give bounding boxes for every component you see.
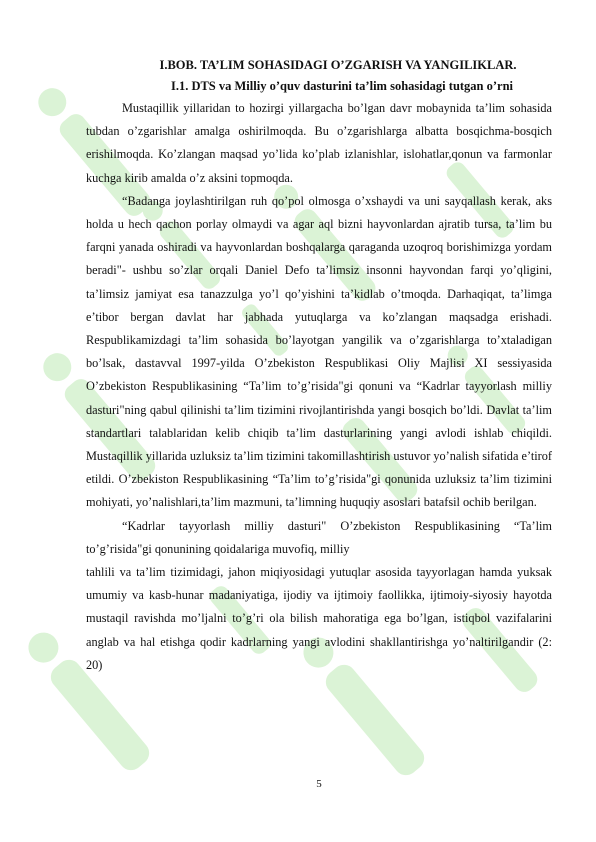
paragraph-3: “Kadrlar tayyorlash milliy dasturi" O’zbekiston Respublikasining “Ta’lim to’g’risida"gi qonunining qoidalariga muvofiq, milliy — [86, 518, 552, 556]
page-number: 5 — [316, 778, 322, 790]
paragraph-1: Mustaqillik yillaridan to hozirgi yillargacha bo’lgan davr mobaynida ta’lim sohasida tubdan o’zgarishlar amalga oshirilmoqda. Bu o’zgarishlarga albatta bosqichma-bosqich erishilmoqda. Ko’zlangan maqsad yo’lida ko’plab izlanishlar, islohatlar,qonun va farmonlar kuchga kirib amalda o’z aksini topmoqda. — [86, 101, 552, 185]
section-heading: I.1. DTS va Milliy o’quv dasturini ta’lim sohasidagi tutgan o’rni — [170, 79, 514, 93]
document-body — [86, 55, 552, 677]
paragraph-4: tahlili va ta’lim tizimidagi, jahon miqiyosidagi yutuqlar asosida tayyorlagan hamda yuksak umumiy va kasb-hunar madaniyatiga, ijodiy va ijtimoiy faollikka, ijtimoiy-siyosiy hayotda mustaqil ravishda mo’ljalni to’g’ri ola bilish mahoratiga ega bo’lgan, istiqbol vazifalarini anglab va hal etishga qodir kadrlarning yangi avlodini shakllantirishga yo’naltirilgandir (2: 20) — [86, 565, 552, 672]
paragraph-2: “Badanga joylashtirilgan ruh qo’pol olmosga o’xshaydi va uni sayqallash kerak, aks holda u hech qachon porlay olmaydi va agar aql bizni hayvonlardan ajratib tursa, ta’lim bu farqni yanada oshiradi va hayvonlardan boshqalarga qaraganda uzoqroq borishimizga yordam beradi"- ushbu so’zlar orqali Daniel Defo ta’limsiz insonni hayvondan farqi yo’qligini, ta’limsiz jamiyat esa tanazzulga yo’l qo’yishini ta’kidlab o’tmoqda. Darhaqiqat, ta’limga e’tibor bergan davlat har jabhada yutuqlarga va ko’zlangan maqsadga erishadi. Respublikamizdagi ta’lim sohasida bo’layotgan yangilik va o’zgarishlarga to’xtaladigan bo’lsak, dastavval 1997-yilda O’zbekiston Respublikasi Oliy Majlisi XI sessiyasida O’zbekiston Respublikasining “Ta’lim to’g’risida"gi qonuni va “Kadrlar tayyorlash milliy dasturi"ning qabul qilinishi ta’lim tizimini rivojlantirishda yangi bosqich bo’ldi. Davlat ta’lim standartlari talablaridan kelib chiqib ta’lim dasturlarining yangi avlodi ishlab chiqildi. Mustaqillik yillarida uzluksiz ta’lim tizimini takomillashtirish ustuvor yo’nalish sifatida e’tirof etildi. O’zbekiston Respublikasining “Ta’lim to’g’risida"gi qonunida uzluksiz ta’lim tizimini mohiyati, yo’nalishlari,ta’lim mazmuni, ta’limning huquqiy asoslari batafsil ochib berilgan. — [86, 193, 552, 510]
chapter-heading: I.BOB. TA’LIM SOHASIDAGI O’ZGARISH VA YANGILIKLAR. — [159, 58, 517, 72]
